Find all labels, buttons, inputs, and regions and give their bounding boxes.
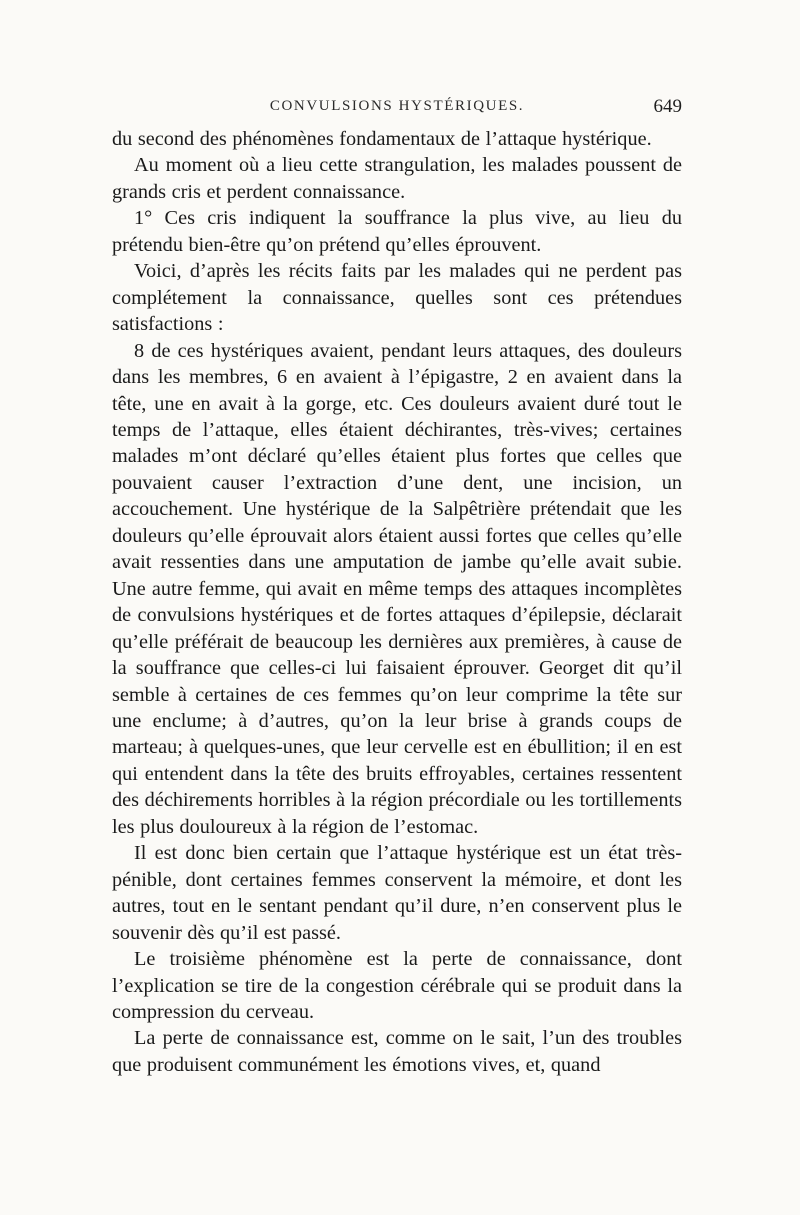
paragraph-continuation: du second des phénomènes fondamentaux de l’attaque hystérique. [112,128,652,150]
page-number: 649 [653,96,682,117]
running-header [112,98,682,126]
paragraph-strangulation: Au moment où a lieu cette strangulation, les malades poussent de grands cris et perdent connaissance. [112,154,682,203]
book-page [112,98,682,1078]
body-text [112,126,682,1078]
paragraph-etat-penible: Il est donc bien certain que l’attaque hystérique est un état très-pénible, dont certaines femmes conservent la mémoire, et dont les autres, tout en le sentant pendant qu’il dure, n’en conservent plus le souvenir dès qu’il est passé. [112,842,682,944]
paragraph-perte-connaissance: La perte de connaissance est, comme on le sait, l’un des troubles que produisent communément les émotions vives, et, quand [112,1027,682,1076]
paragraph-recits: Voici, d’après les récits faits par les malades qui ne perdent pas complétement la connaissance, quelles sont ces prétendues satisfactions : [112,260,682,336]
paragraph-cris: 1° Ces cris indiquent la souffrance la plus vive, au lieu du prétendu bien-être qu’on prétend qu’elles éprouvent. [112,207,682,256]
paragraph-troisieme-phenomene: Le troisième phénomène est la perte de connaissance, dont l’explication se tire de la congestion cérébrale qui se produit dans la compression du cerveau. [112,948,682,1023]
running-title: CONVULSIONS HYSTÉRIQUES. [269,98,525,114]
paragraph-douleurs: 8 de ces hystériques avaient, pendant leurs attaques, des douleurs dans les membres, 6 en avaient à l’épigastre, 2 en avaient dans la tête, une en avait à la gorge, etc. Ces douleurs avaient duré tout le temps de l’attaque, elles étaient déchirantes, très-vives; certaines malades m’ont déclaré qu’elles étaient plus fortes que celles que pouvaient causer l’extraction d’une dent, une incision, un accouchement. Une hystérique de la Salpêtrière prétendait que les douleurs qu’elle éprouvait alors étaient aussi fortes que celles qu’elle avait ressenties dans une amputation de jambe qu’elle avait subie. Une autre femme, qui avait en même temps des attaques incomplètes de convulsions hystériques et de fortes attaques d’épilepsie, déclarait qu’elle préférait de beaucoup les dernières aux premières, à cause de la souffrance que celles-ci lui faisaient éprouver. Georget dit qu’il semble à certaines de ces femmes qu’on leur comprime la tête sur une enclume; à d’autres, qu’on la leur brise à grands coups de marteau; à quelques-unes, que leur cervelle est en ébullition; il en est qui entendent dans la tête des bruits effroyables, certaines ressentent des déchirements horribles à la région précordiale ou les tortillements les plus douloureux à la région de l’estomac. [112,339,682,838]
